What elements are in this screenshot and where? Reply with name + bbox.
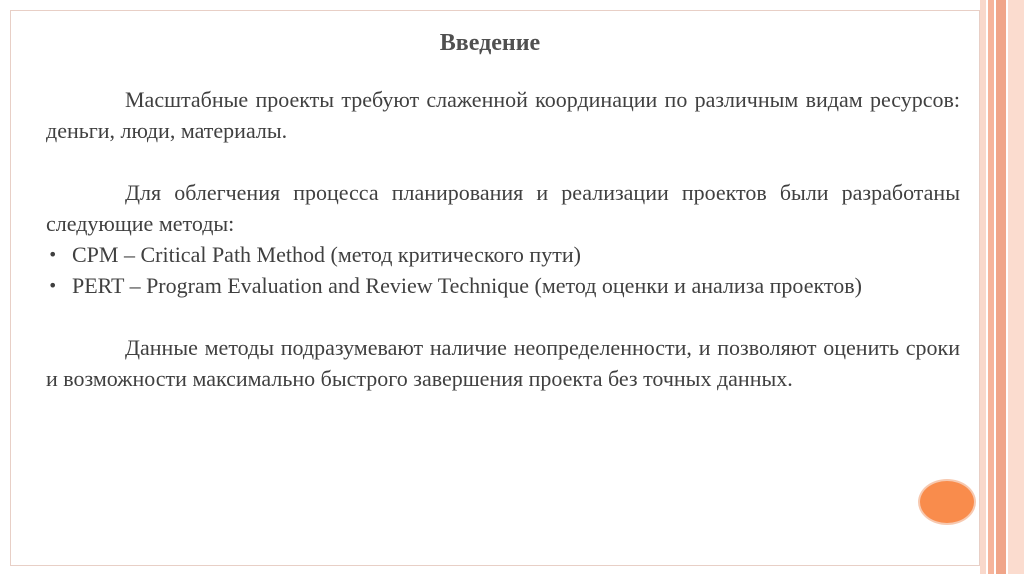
methods-intro-paragraph: Для облегчения процесса планирования и реализации проектов были разработаны следующие методы: xyxy=(46,180,960,236)
decorative-stripes xyxy=(980,0,1024,574)
bullet-icon: • xyxy=(48,276,58,295)
spacer xyxy=(46,301,960,332)
list-item xyxy=(46,239,960,270)
stripe xyxy=(1008,0,1024,574)
list-item xyxy=(46,270,960,301)
intro-paragraph: Масштабные проекты требуют слаженной координации по различным видам ресурсов: деньги, люди, материалы. xyxy=(46,87,960,143)
slide-title: Введение xyxy=(439,30,541,56)
orange-circle-icon xyxy=(918,479,976,525)
methods-list xyxy=(46,239,960,301)
conclusion-paragraph: Данные методы подразумевают наличие неопределенности, и позволяют оценить сроки и возможности максимально быстрого завершения проекта без точных данных. xyxy=(46,335,960,391)
spacer xyxy=(46,146,960,177)
method-label: PERT – Program Evaluation and Review Technique (метод оценки и анализа проектов) xyxy=(72,273,862,298)
method-label: CPM – Critical Path Method (метод критического пути) xyxy=(72,242,581,267)
bullet-icon: • xyxy=(48,245,58,264)
slide-body xyxy=(46,84,960,394)
stripe xyxy=(996,0,1006,574)
